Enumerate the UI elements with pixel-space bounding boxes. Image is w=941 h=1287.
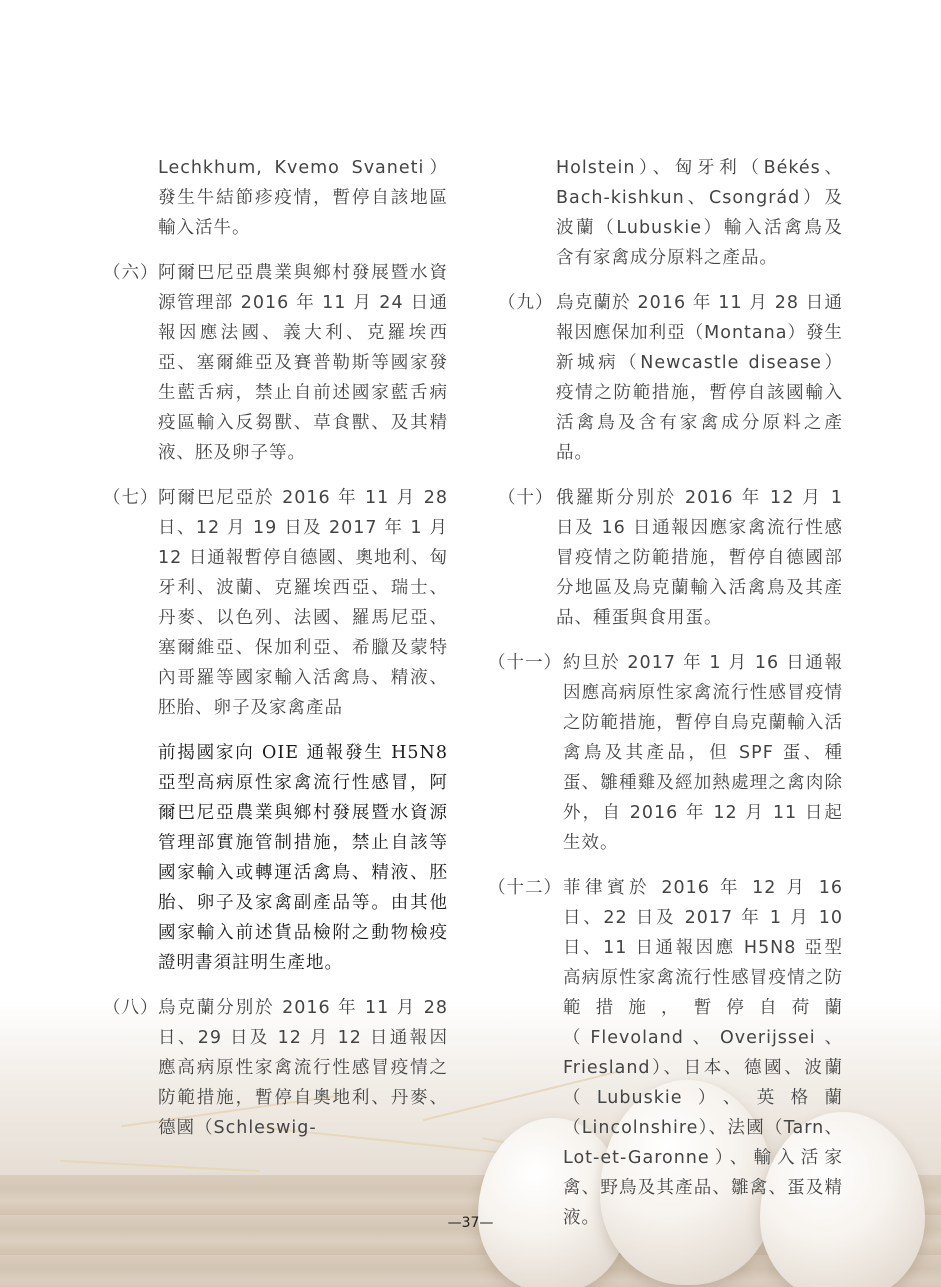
paragraph-marker: （六）: [103, 263, 159, 283]
paragraph-7: [103, 483, 448, 723]
paragraph-8: [103, 993, 448, 1143]
paragraph-text: 前揭國家向 OIE 通報發生 H5N8 亞型高病原性家禽流行性感冒，阿爾巴尼亞農業與鄉村發展暨水資源管理部實施管制措施，禁止自該等國家輸入或轉運活禽鳥、精液、胚胎、卵子及家禽副產品等。由其他國家輸入前述貨品檢附之動物檢疫證明書須註明生產地。: [158, 743, 448, 973]
left-column: [103, 153, 448, 1143]
paragraph-text: Holstein）、匈牙利（Békés、Bach-kishkun、Csongrád）及波蘭（Lubuskie）輸入活禽鳥及含有家禽成分原料之產品。: [556, 158, 843, 268]
right-column: [488, 153, 843, 1233]
paragraph-text: 烏克蘭於 2016 年 11 月 28 日通報因應保加利亞（Montana）發生新城病（Newcastle disease）疫情之防範措施，暫停自該國輸入活禽鳥及含有家禽成分原料之產品。: [556, 293, 843, 463]
paragraph-text: 約旦於 2017 年 1 月 16 日通報因應高病原性家禽流行性感冒疫情之防範措施，暫停自烏克蘭輸入活禽鳥及其產品，但 SPF 蛋、種蛋、雛種雞及經加熱處理之禽肉除外，自 2016 年 12 月 11 日起生效。: [563, 653, 843, 853]
paragraph-text: 菲律賓於 2016 年 12 月 16 日、22 日及 2017 年 1 月 10 日、11 日通報因應 H5N8 亞型高病原性家禽流行性感冒疫情之防範措施，暫停自荷蘭（Flevoland、Overijssei、Friesland）、日本、德國、波蘭（Lubuskie）、英格蘭（Lincolnshire）、法國（Tarn、Lot-et-Garonne）、輸入活家禽、野鳥及其產品、雛禽、蛋及精液。: [563, 878, 843, 1228]
paragraph-text: 阿爾巴尼亞於 2016 年 11 月 28 日、12 月 19 日及 2017 年 1 月 12 日通報暫停自德國、奧地利、匈牙利、波蘭、克羅埃西亞、瑞士、丹麥、以色列、法國、羅馬尼亞、塞爾維亞、保加利亞、希臘及蒙特內哥羅等國家輸入活禽鳥、精液、胚胎、卵子及家禽產品: [158, 488, 448, 718]
paragraph-6: [103, 258, 448, 468]
paragraph-11: [488, 648, 843, 858]
page-number: —37—: [447, 1215, 494, 1231]
paragraph-continuation: [103, 153, 448, 243]
paragraph-marker: （八）: [103, 998, 159, 1018]
paragraph-8-continuation: [498, 153, 843, 273]
paragraph-7-note: [103, 738, 448, 978]
paragraph-text: 阿爾巴尼亞農業與鄉村發展暨水資源管理部 2016 年 11 月 24 日通報因應法國、義大利、克羅埃西亞、塞爾維亞及賽普勒斯等國家發生藍舌病，禁止自前述國家藍舌病疫區輸入反芻獸、草食獸、及其精液、胚及卵子等。: [158, 263, 448, 463]
paragraph-9: [498, 288, 843, 468]
paragraph-10: [498, 483, 843, 633]
paragraph-text: 俄羅斯分別於 2016 年 12 月 1 日及 16 日通報因應家禽流行性感冒疫情之防範措施，暫停自德國部分地區及烏克蘭輸入活禽鳥及其產品、種蛋與食用蛋。: [556, 488, 843, 628]
paragraph-text: 烏克蘭分別於 2016 年 11 月 28 日、29 日及 12 月 12 日通報因應高病原性家禽流行性感冒疫情之防範措施，暫停自奧地利、丹麥、德國（Schleswig-: [158, 998, 448, 1138]
paragraph-marker: （十）: [498, 488, 554, 508]
paragraph-marker: （十二）: [488, 878, 562, 898]
paragraph-marker: （九）: [498, 293, 554, 313]
paragraph-text: Lechkhum, Kvemo Svaneti）發生牛結節疹疫情，暫停自該地區輸入活牛。: [158, 158, 448, 238]
paragraph-marker: （七）: [103, 488, 159, 508]
straw-strand: [60, 1160, 260, 1172]
paragraph-marker: （十一）: [488, 653, 562, 673]
paragraph-12: [488, 873, 843, 1233]
